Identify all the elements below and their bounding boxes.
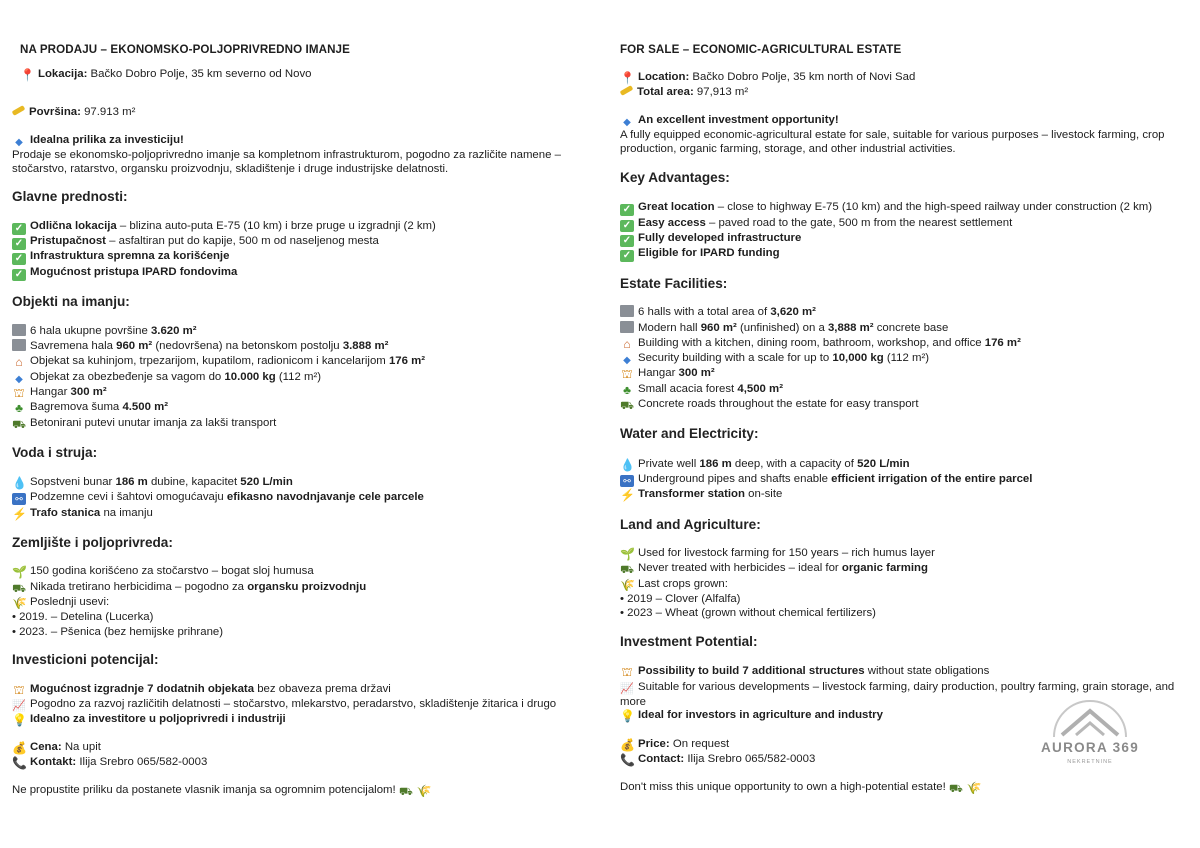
facilities-heading: Objekti na imanju: (12, 294, 130, 309)
list-item: ✓ Fully developed infrastructure (620, 231, 801, 247)
seedling-icon: 🌱 (620, 547, 635, 561)
contact-line: 📞 Contact: Ilija Srebro 065/582-0003 (620, 753, 816, 767)
check-icon: ✓ (12, 238, 26, 250)
list-item: ⌂ Objekat sa kuhinjom, trpezarijom, kupatilom, radionicom i kancelarijom 176 m² (12, 354, 425, 368)
list-item: ⛫ Mogućnost izgradnje 7 dodatnih objekata bez obaveza prema državi (13, 683, 391, 697)
list-item: 💡 Idealno za investitore u poljoprivredi i industriji (12, 713, 286, 727)
advantages-heading: Key Advantages: (620, 170, 730, 185)
house-icon: ⌂ (623, 337, 631, 351)
hangar-icon: ⛫ (621, 665, 633, 679)
building-icon (12, 339, 26, 351)
check-icon: ✓ (12, 253, 26, 265)
list-item: ♣ Bagremova šuma 4.500 m² (12, 400, 168, 414)
list-item: ⚯ Underground pipes and shafts enable efficient irrigation of the entire parcel (620, 472, 1032, 487)
diamond-icon: ◆ (623, 117, 631, 128)
list-item: ⛫ Hangar 300 m² (13, 386, 107, 400)
facilities-heading: Estate Facilities: (620, 276, 728, 291)
opportunity-heading: ◆ An excellent investment opportunity! (620, 113, 839, 129)
list-item: ⚯ Podzemne cevi i šahtovi omogućavaju efikasno navodnjavanje cele parcele (12, 490, 424, 505)
phone-icon: 📞 (12, 756, 27, 770)
check-icon: ✓ (12, 223, 26, 235)
page-title: NA PRODAJU – EKONOMSKO-POLJOPRIVREDNO IMANJE (20, 43, 350, 56)
crop-item: • 2023 – Wheat (grown without chemical fertilizers) (620, 607, 876, 619)
tree-icon: ♣ (15, 401, 23, 415)
area-line: Total area: 97,913 m² (620, 85, 748, 99)
check-icon: ✓ (12, 269, 26, 281)
diamond-icon: ◆ (15, 374, 23, 385)
hangar-icon: ⛫ (13, 683, 25, 697)
list-item: 🌾 Poslednji usevi: (12, 596, 110, 610)
water-heading: Water and Electricity: (620, 426, 759, 441)
tractor-icon: ⛟ (12, 419, 26, 431)
intro-paragraph: A fully equipped economic-agricultural estate for sale, suitable for various purposes – livestock farming, crop production, organic farming, storage, and other industrial activities. (620, 129, 1165, 155)
diamond-icon: ◆ (15, 137, 23, 148)
list-item: 🌱 150 godina korišćeno za stočarstvo – bogat sloj humusa (12, 565, 314, 579)
list-item: Modern hall 960 m² (unfinished) on a 3,888 m² concrete base (620, 321, 948, 335)
list-item: ⛟ Nikada tretirano herbicidima – pogodno za organsku proizvodnju (12, 581, 367, 595)
investment-heading: Investicioni potencijal: (12, 652, 159, 667)
location-line: 📍 Lokacija: Bačko Dobro Polje, 35 km severno od Novo (20, 68, 312, 82)
intro-paragraph: Prodaje se ekonomsko-poljoprivredno imanje sa kompletnom infrastrukturom, pogodno za različite namene – stočarstvo, ratarstvo, organsku proizvodnju, skladištenje i druge industrijske delatnosti. (12, 149, 561, 175)
building-icon (620, 305, 634, 317)
check-icon: ✓ (620, 204, 634, 216)
hangar-icon: ⛫ (621, 367, 633, 381)
chart-icon: 📈 (620, 683, 634, 695)
tractor-icon: ⛟ (398, 786, 413, 798)
wheat-icon: 🌾 (416, 784, 432, 798)
tree-icon: ♣ (623, 383, 631, 397)
logo-name: AURORA 369 (1040, 740, 1140, 755)
list-item: 📈 Suitable for various developments – livestock farming, dairy production, poultry farming, grain storage, and more (620, 681, 1175, 708)
bolt-icon: ⚡ (12, 507, 27, 521)
list-item: 💡 Ideal for investors in agriculture and industry (620, 709, 883, 723)
water-heading: Voda i struja: (12, 445, 98, 460)
list-item: 🌱 Used for livestock farming for 150 years – rich humus layer (620, 547, 935, 561)
tractor-icon: ⛟ (620, 400, 634, 412)
droplet-icon: 💧 (620, 458, 635, 472)
ruler-icon (12, 105, 26, 116)
seedling-icon: 🌱 (12, 565, 27, 579)
opportunity-heading: ◆ Idealna prilika za investiciju! (12, 133, 184, 149)
list-item: ◆ Security building with a scale for up to 10,000 kg (112 m²) (620, 351, 929, 367)
price-line: 💰 Price: On request (620, 738, 730, 752)
tractor-icon: ⛟ (949, 783, 963, 795)
roof-logo-icon (1040, 697, 1140, 741)
list-item: 6 hala ukupne površine 3.620 m² (12, 324, 197, 338)
ruler-icon (620, 85, 634, 96)
list-item: ⚡ Trafo stanica na imanju (12, 507, 153, 521)
price-line: 💰 Cena: Na upit (12, 741, 101, 755)
crop-item: • 2023. – Pšenica (bez hemijske prihrane) (12, 626, 224, 638)
list-item: ♣ Small acacia forest 4,500 m² (620, 382, 783, 396)
list-item: 📈 Pogodno za razvoj različitih delatnosti – stočarstvo, mlekarstvo, peradarstvo, skladištenje žitarica i drugo (12, 698, 557, 712)
bulb-icon: 💡 (620, 709, 635, 723)
bulb-icon: 💡 (12, 713, 27, 727)
phone-icon: 📞 (620, 753, 635, 767)
list-item: ⛫ Hangar 300 m² (621, 367, 715, 381)
list-item: ✓ Eligible for IPARD funding (620, 246, 780, 262)
bolt-icon: ⚡ (620, 488, 635, 502)
wheat-icon: 🌾 (966, 781, 982, 795)
list-item: ✓ Pristupačnost – asfaltiran put do kapije, 500 m od naseljenog mesta (12, 234, 379, 250)
list-item: ✓ Odlična lokacija – blizina auto-puta E-75 (10 km) i brze pruge u izgradnji (2 km) (12, 219, 436, 235)
list-item: 6 halls with a total area of 3,620 m² (620, 305, 816, 319)
pipe-icon: ⚯ (12, 493, 26, 505)
wheat-icon: 🌾 (12, 596, 27, 610)
contact-line: 📞 Kontakt: Ilija Srebro 065/582-0003 (12, 756, 208, 770)
list-item: 🌾 Last crops grown: (620, 578, 728, 592)
list-item: 💧 Private well 186 m deep, with a capacity of 520 L/min (620, 458, 910, 472)
building-icon (620, 321, 634, 333)
moneybag-icon: 💰 (620, 738, 635, 752)
check-icon: ✓ (620, 250, 634, 262)
pin-icon: 📍 (20, 68, 35, 82)
advantages-heading: Glavne prednosti: (12, 189, 128, 204)
list-item: ⌂ Building with a kitchen, dining room, bathroom, workshop, and office 176 m² (620, 336, 1021, 350)
logo-subtitle: NEKRETNINE (1067, 759, 1113, 765)
list-item: ◆ Objekat za obezbeđenje sa vagom do 10.000 kg (112 m²) (12, 370, 321, 386)
house-icon: ⌂ (15, 355, 23, 369)
check-icon: ✓ (620, 220, 634, 232)
list-item: ✓ Great location – close to highway E-75 (10 km) and the high-speed railway under construction (2 km) (620, 200, 1152, 216)
land-heading: Land and Agriculture: (620, 517, 761, 532)
list-item: ✓ Infrastruktura spremna za korišćenje (12, 249, 229, 265)
closing-line: Ne propustite priliku da postanete vlasnik imanja sa ogromnim potencijalom! ⛟ 🌾 (12, 784, 432, 798)
list-item: ⛟ Betonirani putevi unutar imanja za lakši transport (12, 417, 277, 431)
pipe-icon: ⚯ (620, 475, 634, 487)
aurora-logo (1040, 697, 1140, 773)
list-item: 💧 Sopstveni bunar 186 m dubine, kapacitet 520 L/min (12, 476, 293, 490)
crop-item: • 2019. – Detelina (Lucerka) (12, 611, 154, 623)
droplet-icon: 💧 (12, 476, 27, 490)
location-line: 📍 Location: Bačko Dobro Polje, 35 km north of Novi Sad (620, 71, 916, 85)
page-title: FOR SALE – ECONOMIC-AGRICULTURAL ESTATE (620, 43, 902, 56)
wheat-icon: 🌾 (620, 578, 635, 592)
building-icon (12, 324, 26, 336)
list-item: Savremena hala 960 m² (nedovršena) na betonskom postolju 3.888 m² (12, 339, 388, 353)
diamond-icon: ◆ (623, 355, 631, 366)
list-item: ⛟ Concrete roads throughout the estate for easy transport (620, 398, 919, 412)
closing-line: Don't miss this unique opportunity to own a high-potential estate! ⛟ 🌾 (620, 781, 982, 795)
tractor-icon: ⛟ (12, 583, 26, 595)
pin-icon: 📍 (620, 71, 635, 85)
check-icon: ✓ (620, 235, 634, 247)
chart-icon: 📈 (12, 700, 26, 712)
list-item: ⛟ Never treated with herbicides – ideal for organic farming (620, 562, 928, 576)
land-heading: Zemljište i poljoprivreda: (12, 535, 173, 550)
list-item: ✓ Mogućnost pristupa IPARD fondovima (12, 265, 237, 281)
list-item: ✓ Easy access – paved road to the gate, 500 m from the nearest settlement (620, 216, 1012, 232)
area-line: Površina: 97.913 m² (12, 105, 135, 119)
tractor-icon: ⛟ (620, 564, 634, 576)
hangar-icon: ⛫ (13, 386, 25, 400)
moneybag-icon: 💰 (12, 741, 27, 755)
list-item: ⚡ Transformer station on-site (620, 488, 783, 502)
crop-item: • 2019 – Clover (Alfalfa) (620, 593, 741, 605)
investment-heading: Investment Potential: (620, 634, 758, 649)
list-item: ⛫ Possibility to build 7 additional structures without state obligations (621, 665, 990, 679)
